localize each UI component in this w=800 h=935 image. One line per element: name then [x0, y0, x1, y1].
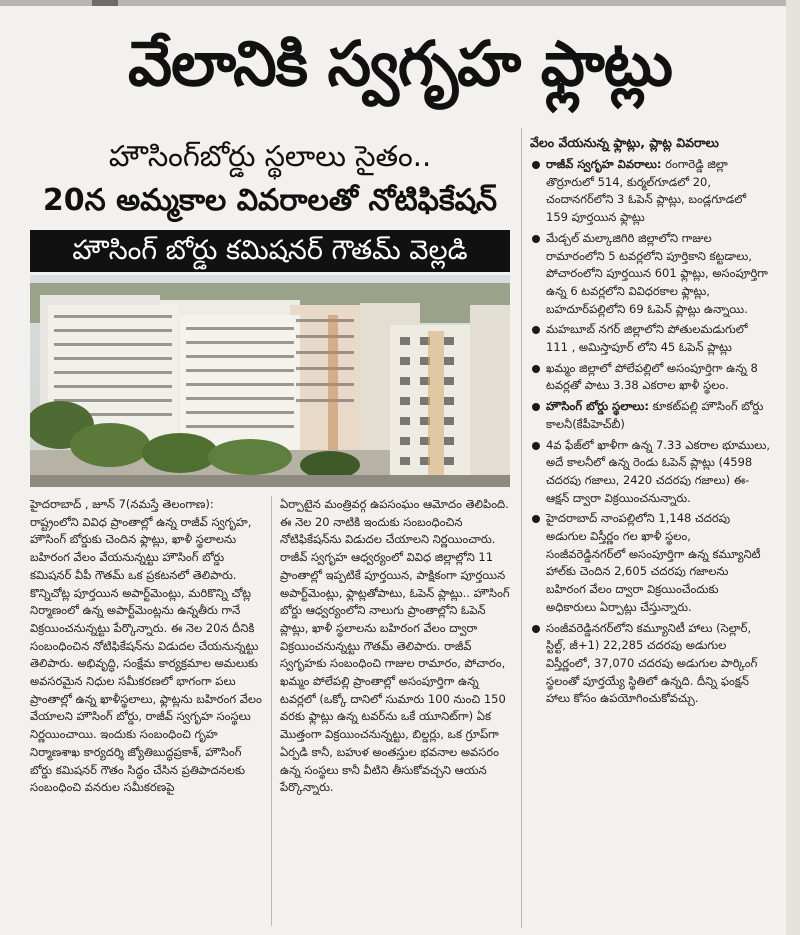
sidebar-divider [521, 128, 522, 928]
subheading-2: 20న అమ్మకాల వివరాలతో నోటిఫికేషన్ [42, 183, 498, 218]
sidebar [530, 134, 770, 711]
column-divider [271, 496, 272, 926]
subheading-1: హౌసింగ్‌బోర్డు స్థలాలు సైతం.. [108, 139, 432, 173]
bullet-icon [532, 235, 540, 243]
item-text: మహబూబ్ నగర్ జిల్లాలోని పోతులమడుగులో 111 , అమిస్తాపూర్ లోని 45 ఓపెన్ ప్లాట్లు [546, 322, 748, 355]
item-text: హైదరాబాద్ నాంపల్లిలోని 1,148 చదరపు అడుగుల విస్తీర్ణం గల ఖాళీ స్థలం, సంజీవరెడ్డినగర్‌లో అసంపూర్తిగా ఉన్న కమ్యూనిటీ హాల్‌కు చెందిన 2,605 చదరపు గజాలను బహిరంగ వేలం ద్వారా విక్రయించేందుకు అధికారులు ఏర్పాట్లు చేస్తున్నారు. [546, 511, 761, 614]
adjacent-page-edge [786, 0, 800, 935]
headline: వేలానికి స్వగృహ ఫ్లాట్లు [128, 27, 672, 100]
apartment-photo [30, 275, 510, 487]
bullet-icon [532, 326, 540, 334]
subheading-banner: హౌసింగ్ బోర్డు కమిషనర్ గౌతమ్ వెల్లడి [30, 230, 510, 272]
list-item [530, 156, 770, 227]
bullet-icon [532, 625, 540, 633]
list-item [530, 360, 770, 395]
article-column-2: ఏర్పాటైన మంత్రివర్గ ఉపసంఘం ఆమోదం తెలిపింది. ఈ నెల 20 నాటికి ఇందుకు సంబంధించిన నోటిఫికేషన్‌ను విడుదల చేయాలని నిర్ణయించారు. రాజీవ్ స్వగృహ ఆధ్వర్యంలో వివిధ జిల్లాల్లోని 11 ప్రాంతాల్లో ఇప్పటికే పూర్తయిన, పాక్షికంగా పూర్తయిన అపార్ట్‌మెంట్లు, ఫ్లాట్లతోపాటు, ఓపెన్ ప్లాట్లు.. హౌసింగ్ బోర్డు ఆధ్వర్యంలోని నాలుగు ప్రాంతాల్లోని ఓపెన్ ప్లాట్లు, ఖాళీ స్థలాలను బహిరంగ వేలం ద్వారా విక్రయించనున్నట్టు గౌతమ్ తెలిపారు. రాజీవ్ స్వగృహకు సంబంధించి గాజుల రామారం, పోచారం, ఖమ్మం పోలేపల్లి ప్రాంతాల్లో అసంపూర్తిగా ఉన్న టవర్లలో (ఒక్కో దానిలో సుమారు 100 నుంచి 150 వరకు ఫ్లాట్లు ఉన్న టవర్‌ను ఒకే యూనిట్‌గా) ఏక మొత్తంగా విక్రయించనున్నట్టు, బిల్డర్లు, ఒక గ్రూప్‌గా ఏర్పడి కానీ, బహుళ అంతస్తుల భవనాల అవసరం ఉన్న సంస్థలు కానీ వీటిని తీసుకోవచ్చని ఆయన పేర్కొన్నారు. [280, 497, 510, 795]
bullet-icon [532, 365, 540, 373]
top-rule-mark [92, 0, 118, 6]
bullet-icon [532, 442, 540, 450]
item-text: ఖమ్మం జిల్లాలో పోలేపల్లిలో అసంపూర్తిగా ఉన్న 8 టవర్లతో పాటు 3.38 ఎకరాల ఖాళీ స్థలం. [546, 360, 758, 393]
list-item [530, 620, 770, 709]
top-rule [0, 0, 800, 6]
item-text: సంజీవరెడ్డినగర్‌లోని కమ్యూనిటీ హాలు (సెల్లార్, స్టిల్ట్, జీ+1) 22,285 చదరపు అడుగుల విస్తీర్ణంలో, 37,070 చదరపు అడుగుల పార్కింగ్ స్థలంతో పూర్తయ్యే స్థితిలో ఉన్నది. దీన్ని ఫంక్షన్ హాలు కోసం ఉపయోగించుకోవచ్చు. [546, 620, 758, 706]
apartment-buildings-illustration [30, 275, 510, 487]
list-item [530, 321, 770, 356]
bullet-icon [532, 403, 540, 411]
article-column-1: హైదరాబాద్ , జూన్ 7(నమస్తే తెలంగాణ): రాష్ట్రంలోని వివిధ ప్రాంతాల్లో ఉన్న రాజీవ్ స్వగృహ, హౌసింగ్ బోర్డుకు చెందిన ఫ్లాట్లు, ఖాళీ స్థలాలను బహిరంగ వేలం వేయనున్నట్టు హౌసింగ్ బోర్డు కమిషనర్ వీపీ గౌతమ్ ఒక ప్రకటనలో తెలిపారు. కొన్నిచోట్ల పూర్తయిన అపార్ట్‌మెంట్లు, మరికొన్ని చోట్ల నిర్మాణంలో ఉన్న అపార్ట్‌మెంట్లను ఉన్నతీరు గానే విక్రయించనున్నట్టు పేర్కొన్నారు. ఈ నెల 20న దీనికి సంబంధించిన నోటిఫికేషన్‌ను విడుదల చేయనున్నట్టు తెలిపారు. అభివృద్ధి, సంక్షేమ కార్యక్రమాల అమలుకు అవసరమైన నిధుల సమీకరణలో భాగంగా పలు ప్రాంతాల్లో ఉన్న ఖాళీస్థలాలు, ఫ్లాట్లను బహిరంగ వేలం వేయాలని హౌసింగ్ బోర్డు, రాజీవ్ స్వగృహ సంస్థలు నిర్ణయించాయి. ఇందుకు సంబంధించి గృహ నిర్మాణశాఖ కార్యదర్శి జ్యోతిబుద్ధప్రకాశ్, హౌసింగ్ బోర్డు కమిషనర్ గౌతం సిద్ధం చేసిన ప్రతిపాదనలకు సంబంధించి వనరుల సమీకరణపై [30, 497, 262, 795]
item-lead: హౌసింగ్ బోర్డు స్థలాలు: [546, 399, 649, 414]
list-item [530, 437, 770, 508]
list-item [530, 230, 770, 319]
item-text: 4వ ఫేజ్‌లో ఖాళీగా ఉన్న 7.33 ఎకరాల భూములు, అదే కాలనీలో ఉన్న రెండు ఓపెన్ ప్లాట్లు (4598 చదరపు గజాలు, 2420 చదరపు గజాలు) ఈ-ఆక్షన్ ద్వారా విక్రయించనున్నారు. [546, 437, 770, 505]
list-item [530, 510, 770, 616]
sidebar-title: వేలం వేయనున్న ఫ్లాట్లు, ప్లాట్ల వివరాలు [530, 135, 719, 150]
sidebar-list [530, 156, 770, 708]
bullet-icon [532, 515, 540, 523]
item-text: కూకట్‌పల్లి హౌసింగ్ బోర్డు కాలనీ(కేపీహెచ్‌బీ) [546, 399, 764, 431]
bullet-icon [532, 161, 540, 169]
list-item [530, 398, 770, 433]
item-lead: రాజీవ్ స్వగృహ వివరాలు: [546, 157, 662, 171]
item-text: మేడ్చల్ మల్కాజిగిరి జిల్లాలోని గాజుల రామారంలోని 5 టవర్లలోని పూర్తికాని కట్టడాలు, పోచారంలోని పూర్తయిన 601 ఫ్లాట్లు, అసంపూర్తిగా ఉన్న 6 టవర్లలోని వివిధరకాల ఫ్లాట్లు, బహదూర్‌పల్లిలోని 69 ఓపెన్ ప్లాట్లు ఉన్నాయి. [546, 230, 768, 316]
item-text: రంగారెడ్డి జిల్లా తొర్రూరులో 514, కుర్మల్‌గూడలో 20, చందానగర్‌లోని 3 ఓపెన్ ప్లాట్లు, బండ్లగూడలో 159 పూర్తయిన ఫ్లాట్లు [546, 157, 747, 225]
